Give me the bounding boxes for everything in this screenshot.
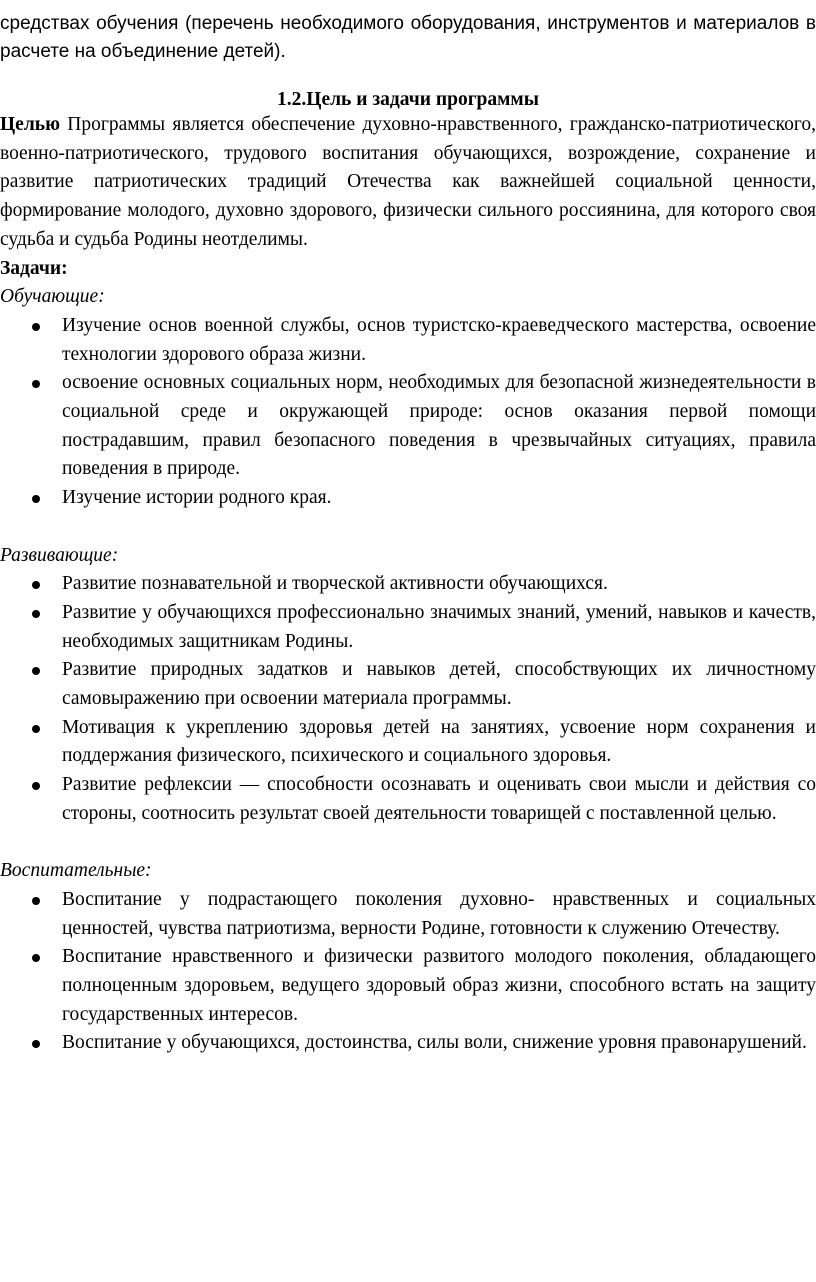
bullet-icon: [32, 380, 40, 388]
list-item-text: Мотивация к укреплению здоровья детей на занятиях, усвоение норм сохранения и поддержания физического, психического и социального здоровья.: [62, 716, 816, 767]
list-item: [62, 599, 816, 656]
goal-lead: Целью: [0, 114, 60, 135]
spacer: [0, 513, 816, 542]
bullet-icon: [32, 581, 40, 589]
goal-text: Программы является обеспечение духовно-нравственного, гражданско-патриотического, военно-патриотического, трудового воспитания обучающихся, возрождение, сохранение и развитие патриотических традиций Отечества как важнейшей социальной ценности, формирование молодого, духовно здорового, физически сильного россиянина, для которого своя судьба и судьба Родины неотделимы.: [0, 114, 816, 250]
list-item: [62, 312, 816, 369]
group-label-developing: Развивающие:: [0, 544, 119, 566]
list-item: [62, 570, 816, 599]
group-label-teaching: Обучающие:: [0, 286, 105, 308]
list-item-text: Развитие у обучающихся профессионально значимых знаний, умений, навыков и качеств, необходимых защитникам Родины.: [62, 601, 816, 652]
list-item-text: Воспитание у обучающихся, достоинства, силы воли, снижение уровня правонарушений.: [62, 1032, 807, 1054]
list-item: [62, 943, 816, 1029]
list-item: [62, 714, 816, 771]
goal-paragraph: [0, 111, 816, 255]
list-item-text: Развитие познавательной и творческой активности обучающихся.: [62, 573, 608, 595]
tasks-label: Задачи:: [0, 257, 68, 279]
list-item-text: Воспитание нравственного и физически развитого молодого поколения, обладающего полноценным здоровьем, ведущего здоровый образ жизни, способного встать на защиту государственных интересов.: [62, 946, 816, 1025]
list-item: [62, 484, 816, 513]
bullet-icon: [32, 323, 40, 331]
list-item-text: Изучение основ военной службы, основ туристско-краеведческого мастерства, освоение технологии здорового образа жизни.: [62, 314, 816, 365]
bullet-icon: [32, 897, 40, 905]
bullet-icon: [32, 667, 40, 675]
list-item: [62, 369, 816, 484]
bullet-icon: [32, 782, 40, 790]
list-item-text: Воспитание у подрастающего поколения духовно- нравственных и социальных ценностей, чувства патриотизма, верности Родине, готовности к служению Отечеству.: [62, 888, 816, 939]
list-item-text: Изучение истории родного края.: [62, 487, 332, 509]
bullet-icon: [32, 954, 40, 962]
group-label-educational: Воспитательные:: [0, 860, 152, 882]
section-heading: 1.2.Цель и задачи программы: [277, 89, 539, 110]
bullet-icon: [32, 1040, 40, 1048]
list-item: [62, 656, 816, 713]
list-item-text: Развитие природных задатков и навыков детей, способствующих их личностному самовыражению при освоении материала программы.: [62, 659, 816, 710]
list-item: [62, 886, 816, 943]
list-item-text: Развитие рефлексии — способности осознавать и оценивать свои мысли и действия со стороны, соотносить результат своей деятельности товарищей с поставленной целью.: [62, 774, 816, 824]
bullet-icon: [32, 725, 40, 733]
task-list-teaching: [0, 312, 816, 513]
list-item: [62, 1029, 816, 1058]
task-list-developing: [0, 570, 816, 828]
spacer: [0, 829, 816, 858]
bullet-icon: [32, 610, 40, 618]
section-body: [0, 111, 816, 1058]
task-list-educational: [0, 886, 816, 1058]
list-item: [62, 771, 816, 828]
intro-paragraph: средствах обучения (перечень необходимого оборудования, инструментов и материалов в расчете на объединение детей).: [0, 13, 816, 62]
list-item-text: освоение основных социальных норм, необходимых для безопасной жизнедеятельности в социальной среде и окружающей природе: основ оказания первой помощи пострадавшим, правил безопасного поведения в чрезвычайных ситуациях, правила поведения в природе.: [62, 372, 816, 480]
bullet-icon: [32, 495, 40, 503]
